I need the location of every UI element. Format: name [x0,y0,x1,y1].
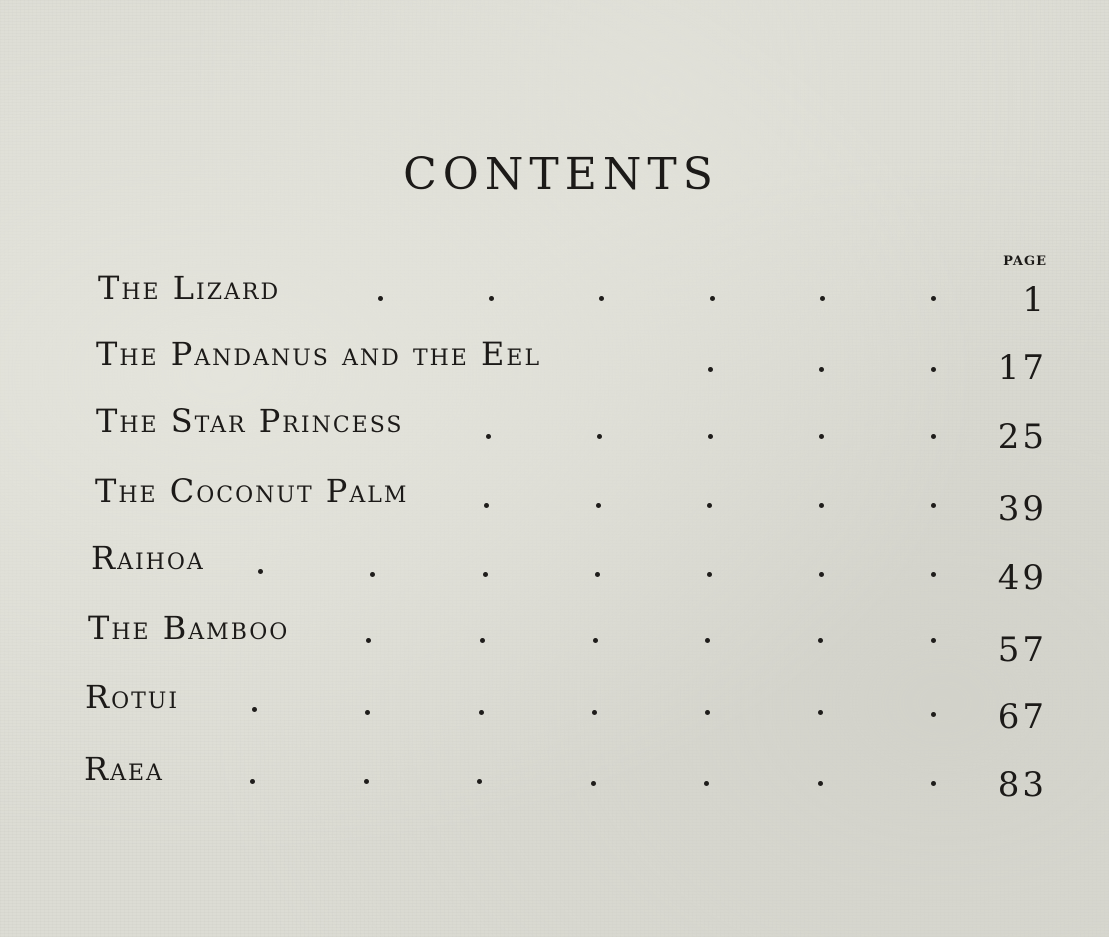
leader-dot [931,638,936,643]
toc-entry-title: Raea [84,750,164,788]
toc-entry-title: Rotui [85,678,180,716]
page-column-label: PAGE [1003,254,1047,269]
leader-dot [818,710,823,715]
leader-dot [595,572,600,577]
leader-dot [819,434,824,439]
leader-dot [820,296,825,301]
leader-dot [366,638,371,643]
leader-dot [489,296,494,301]
leader-dot [931,367,936,372]
leader-dot [252,707,257,712]
toc-entry-page: 17 [997,348,1047,388]
leader-dot [479,710,484,715]
toc-entry-page: 83 [997,765,1047,805]
leader-dot [705,710,710,715]
contents-heading: CONTENTS [403,149,719,200]
leader-dot [370,572,375,577]
toc-entry-page: 39 [997,489,1047,529]
toc-entry-title: The Pandanus and the Eel [96,335,542,373]
leader-dot [365,710,370,715]
leader-dot [931,712,936,717]
toc-entry [0,608,1109,670]
toc-entry [0,471,1109,529]
leader-dot [707,572,712,577]
leader-dot [819,367,824,372]
leader-dot [484,503,489,508]
toc-entry [0,268,1109,318]
leader-dot [707,503,712,508]
leader-dot [597,434,602,439]
leader-dot [710,296,715,301]
toc-entry [0,677,1109,737]
toc-entry [0,538,1109,598]
leader-dot [705,638,710,643]
leader-dot [704,781,709,786]
leader-dot [708,367,713,372]
leader-dot [819,503,824,508]
toc-entry-page: 49 [997,558,1047,598]
leader-dot [593,638,598,643]
leader-dot [258,569,263,574]
toc-entry-title: Raihoa [91,539,205,577]
toc-entry-page: 25 [997,417,1047,457]
leader-dot [364,779,369,784]
leader-dot [931,781,936,786]
leader-dot [819,572,824,577]
leader-dot [931,572,936,577]
toc-entry [0,334,1109,388]
leader-dot [708,434,713,439]
leader-dot [818,638,823,643]
leader-dot [378,296,383,301]
leader-dot [591,781,596,786]
toc-entry-title: The Coconut Palm [95,472,409,510]
leader-dot [599,296,604,301]
toc-entry [0,401,1109,457]
leader-dot [931,296,936,301]
leader-dot [477,779,482,784]
toc-entry [0,749,1109,805]
leader-dot [486,434,491,439]
toc-entry-page: 57 [997,630,1047,670]
leader-dot [480,638,485,643]
leader-dot [818,781,823,786]
leader-dot [931,503,936,508]
leader-dot [250,779,255,784]
toc-entry-title: The Star Princess [96,402,404,440]
leader-dot [592,710,597,715]
leader-dot [483,572,488,577]
toc-entry-title: The Lizard [98,269,281,307]
leader-dot [931,434,936,439]
leader-dot [596,503,601,508]
toc-entry-page: 67 [997,697,1047,737]
toc-entry-title: The Bamboo [88,609,290,647]
toc-entry-page: 1 [1022,280,1047,320]
